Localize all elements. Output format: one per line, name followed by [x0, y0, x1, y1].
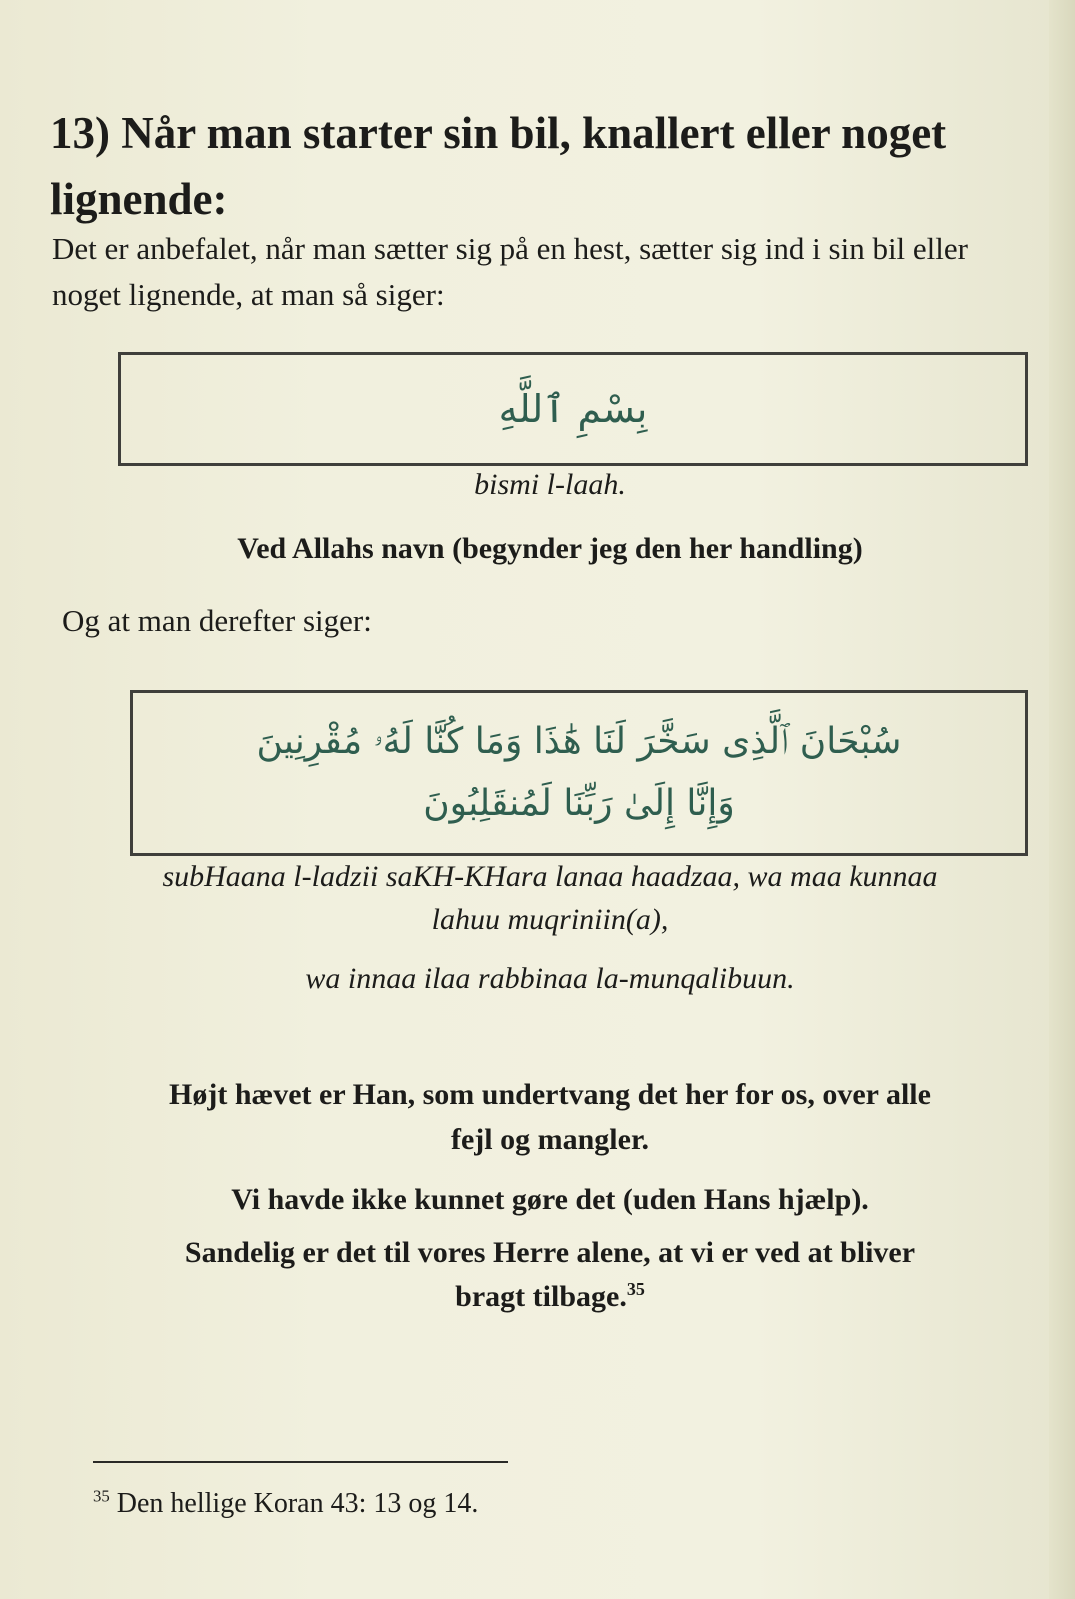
arabic-text-bismillah: بِسْمِ ٱللَّهِ	[498, 387, 648, 431]
meaning-dua-line-5-text: bragt tilbage.	[455, 1280, 627, 1313]
transliteration-dua-line-2: lahuu muqriniin(a),	[431, 903, 669, 936]
transliteration-dua-line-3: wa innaa ilaa rabbinaa la-munqalibuun.	[305, 962, 795, 995]
meaning-dua-line-5	[50, 1280, 1050, 1314]
meaning-dua-line-2: fejl og mangler.	[450, 1123, 650, 1156]
footnote	[93, 1488, 478, 1520]
footnote-number: 35	[93, 1486, 110, 1506]
meaning-dua-line-3: Vi havde ikke kunnet gøre det (uden Hans hjælp).	[231, 1183, 869, 1216]
section-heading: 13) Når man starter sin bil, knallert eller noget lignende:	[50, 108, 947, 224]
arabic-dua-line-1: سُبْحَانَ ٱلَّذِى سَخَّرَ لَنَا هَٰذَا وَمَا كُنَّا لَهُۥ مُقْرِنِينَ	[256, 721, 902, 762]
transliteration-bismillah: bismi l-laah.	[474, 468, 626, 501]
intro-paragraph: Det er anbefalet, når man sætter sig på en hest, sætter sig ind i sin bil eller noget lignende, at man så siger:	[52, 231, 968, 312]
meaning-dua-line-4: Sandelig er det til vores Herre alene, at vi er ved at bliver	[184, 1236, 916, 1269]
transliteration-dua-line-1: subHaana l-ladzii saKH-KHara lanaa haadzaa, wa maa kunnaa	[162, 860, 938, 893]
arabic-box-dua	[130, 690, 1028, 856]
footnote-reference: 35	[626, 1279, 645, 1299]
meaning-bismillah: Ved Allahs navn (begynder jeg den her handling)	[237, 532, 863, 565]
page-edge	[1049, 0, 1075, 1599]
arabic-dua-line-2: وَإِنَّا إِلَىٰ رَبِّنَا لَمُنقَلِبُونَ	[423, 783, 735, 824]
arabic-box-bismillah	[118, 352, 1028, 466]
footnote-divider	[93, 1461, 508, 1463]
meaning-dua-line-1: Højt hævet er Han, som undertvang det her for os, over alle	[169, 1078, 931, 1111]
footnote-text: Den hellige Koran 43: 13 og 14.	[116, 1488, 479, 1519]
transition-text: Og at man derefter siger:	[62, 603, 372, 638]
